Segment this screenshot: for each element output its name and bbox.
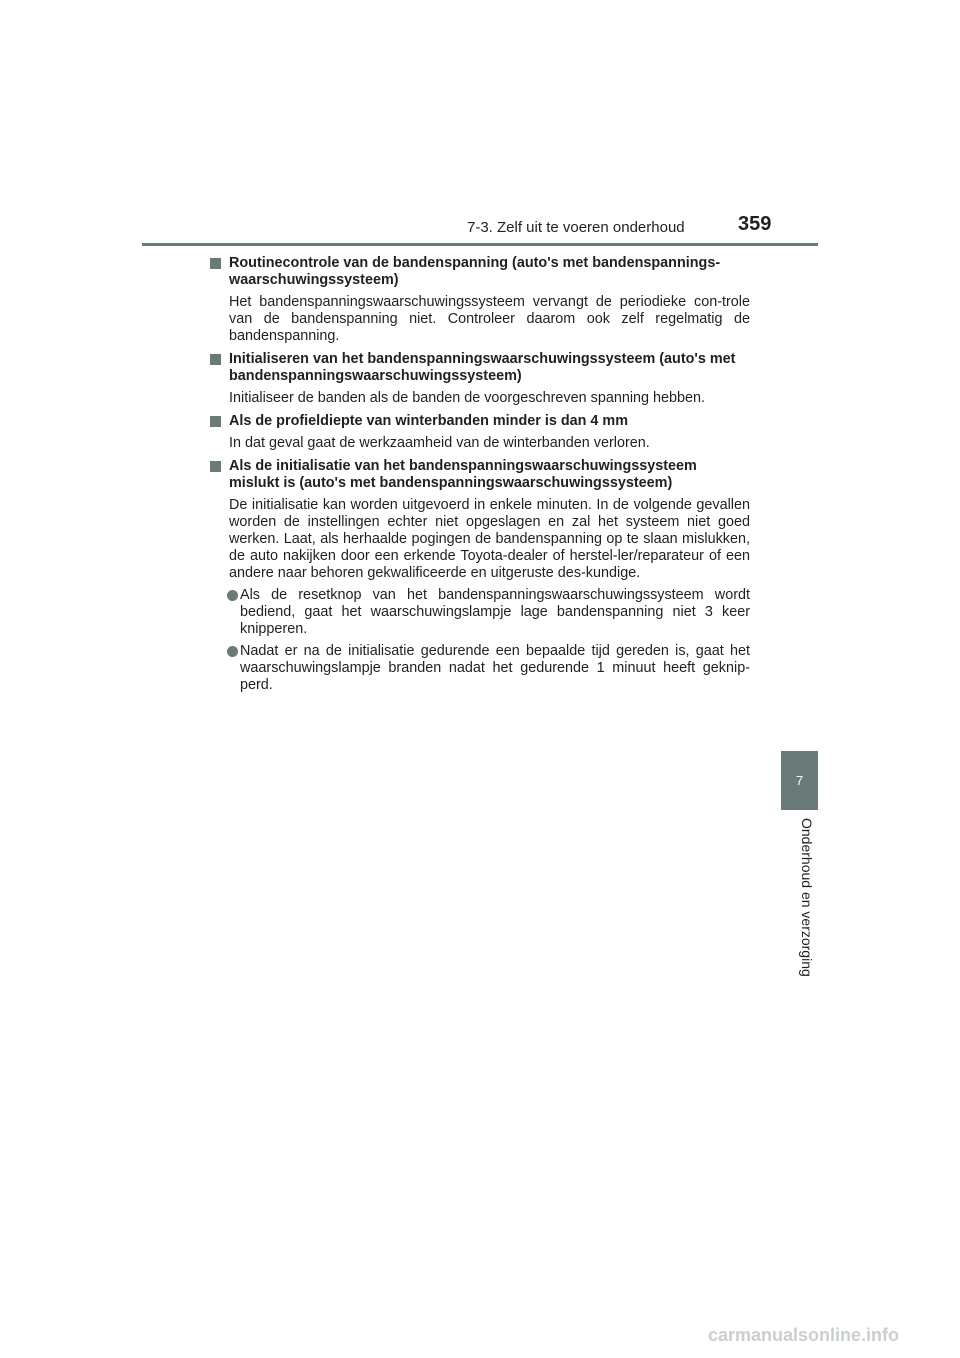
chapter-tab[interactable] (781, 751, 818, 810)
section-initialize (210, 351, 750, 407)
page-content (210, 255, 750, 700)
section-heading (210, 413, 750, 430)
section-heading-text: Als de profieldiepte van winterbanden minder is dan 4 mm (229, 413, 629, 429)
section-body: Initialiseer de banden als de banden de voorgeschreven spanning hebben. (229, 390, 706, 406)
section-heading (210, 255, 750, 289)
page-number: 359 (738, 213, 772, 235)
section-heading-text: Als de initialisatie van het bandenspanningswaarschuwingssysteem mislukt is (auto's met bandenspanningswaarschuwingssysteem) (229, 458, 697, 491)
square-bullet-icon (210, 416, 221, 427)
section-heading (210, 351, 750, 385)
section-winter-tread (210, 413, 750, 452)
section-body: De initialisatie kan worden uitgevoerd in enkele minuten. In de volgende gevallen worden de instellingen echter niet opgeslagen en zal het systeem niet goed werken. Laat, als herhaalde pogingen de bandenspanning op te slaan mislukken, de auto nakijken door een erkende Toyota-dealer of herstel-ler/reparateur of een andere naar behoren gekwalificeerde en uitgeruste des-kundige. (229, 497, 750, 581)
section-routine-check (210, 255, 750, 345)
list-item-text: Als de resetknop van het bandenspanningswaarschuwingssysteem wordt bediend, gaat het waarschuwingslampje lage bandenspanning niet 3 keer knipperen. (240, 587, 750, 637)
list-item (210, 643, 750, 694)
list-item (210, 587, 750, 638)
section-heading-text: Routinecontrole van de bandenspanning (auto's met bandenspannings-waarschuwingssysteem) (229, 255, 721, 288)
section-heading-text: Initialiseren van het bandenspanningswaarschuwingssysteem (auto's met bandenspanningswaarschuwingssysteem) (229, 351, 736, 384)
list-item-text: Nadat er na de initialisatie gedurende een bepaalde tijd gereden is, gaat het waarschuwingslampje branden nadat het gedurende 1 minuut heeft geknip-perd. (240, 643, 750, 693)
section-body: In dat geval gaat de werkzaamheid van de winterbanden verloren. (229, 435, 650, 451)
header-divider (142, 243, 818, 246)
square-bullet-icon (210, 354, 221, 365)
watermark: carmanualsonline.info (708, 1325, 900, 1345)
chapter-number: 7 (795, 773, 804, 788)
circle-bullet-icon (227, 646, 238, 657)
square-bullet-icon (210, 258, 221, 269)
section-body: Het bandenspanningswaarschuwingssysteem vervangt de periodieke con-trole van de bandenspanning niet. Controleer daarom ook zelf regelmatig de bandenspanning. (229, 294, 750, 344)
square-bullet-icon (210, 461, 221, 472)
section-initialization-failed (210, 458, 750, 694)
section-heading (210, 458, 750, 492)
running-header-section: 7-3. Zelf uit te voeren onderhoud (467, 219, 685, 236)
chapter-title: Onderhoud en verzorging (799, 818, 815, 977)
circle-bullet-icon (227, 590, 238, 601)
